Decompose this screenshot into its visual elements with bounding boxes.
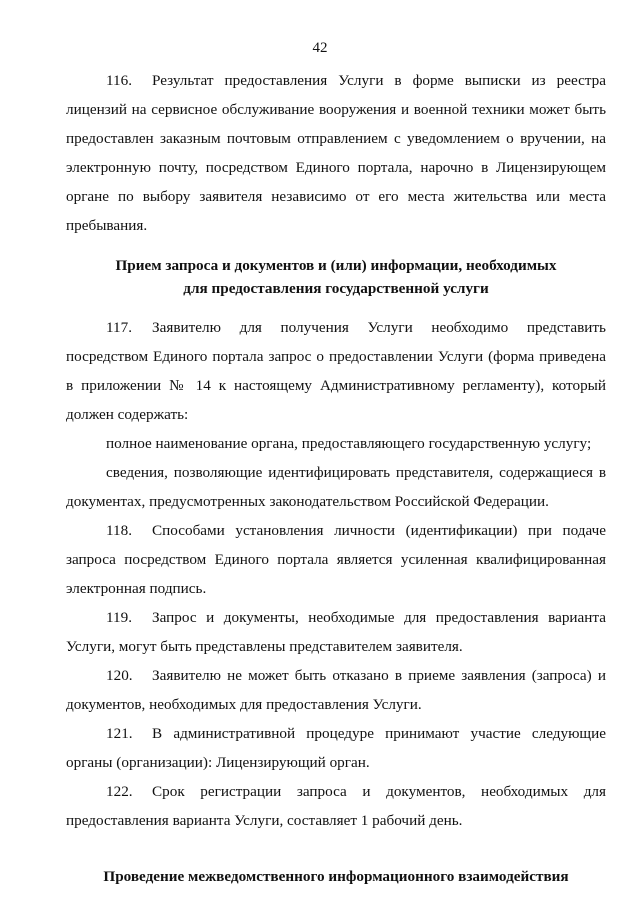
paragraph-text: В административной процедуре принимают участие следующие органы (организации): Лицензирующий орган. <box>66 725 606 771</box>
paragraph-number: 119. <box>106 609 133 626</box>
paragraph-number: 117. <box>106 319 133 336</box>
paragraph-text: Способами установления личности (идентификации) при подаче запроса посредством Единого портала является усиленная квалифицированная электронная подпись. <box>66 522 606 597</box>
paragraph-121 <box>66 719 606 777</box>
paragraph-number: 118. <box>106 522 133 539</box>
paragraph-number: 120. <box>106 667 133 684</box>
paragraph-120 <box>66 661 606 719</box>
paragraph-text: Запрос и документы, необходимые для предоставления варианта Услуги, могут быть представлены представителем заявителя. <box>66 609 606 655</box>
paragraph-118 <box>66 516 606 603</box>
paragraph-number: 122. <box>106 783 133 800</box>
paragraph-number: 121. <box>106 725 133 742</box>
paragraph-122 <box>66 777 606 835</box>
page-number: 42 <box>312 40 328 56</box>
paragraph-117 <box>66 313 606 429</box>
heading-line-2: для предоставления государственной услуги <box>183 280 489 297</box>
section-heading-interagency: Проведение межведомственного информационного взаимодействия <box>103 868 569 885</box>
paragraph-text: Срок регистрации запроса и документов, необходимых для предоставления варианта Услуги, составляет 1 рабочий день. <box>66 783 606 829</box>
paragraph-number: 116. <box>106 72 133 89</box>
paragraph-text: Результат предоставления Услуги в форме выписки из реестра лицензий на сервисное обслуживание вооружения и военной техники может быть предоставлен заказным почтовым отправлением с уведомлением о вручении, на электронную почту, посредством Единого портала, нарочно в Лицензирующем органе по выбору заявителя независимо от его места жительства или места пребывания. <box>66 72 606 234</box>
section-heading-request <box>66 254 606 300</box>
list-item: сведения, позволяющие идентифицировать представителя, содержащиеся в документах, предусмотренных законодательством Российской Федерации. <box>66 464 606 510</box>
paragraph-text: Заявителю для получения Услуги необходимо представить посредством Единого портала запрос о предоставлении Услуги (форма приведена в приложении № 14 к настоящему Административному регламенту), который должен содержать: <box>66 319 606 423</box>
paragraph-text: Заявителю не может быть отказано в приеме заявления (запроса) и документов, необходимых для предоставления Услуги. <box>66 667 606 713</box>
heading-line-1: Прием запроса и документов и (или) информации, необходимых <box>115 257 557 274</box>
list-item: полное наименование органа, предоставляющего государственную услугу; <box>106 435 592 452</box>
paragraph-119 <box>66 603 606 661</box>
document-body <box>66 66 606 888</box>
paragraph-116 <box>66 66 606 240</box>
